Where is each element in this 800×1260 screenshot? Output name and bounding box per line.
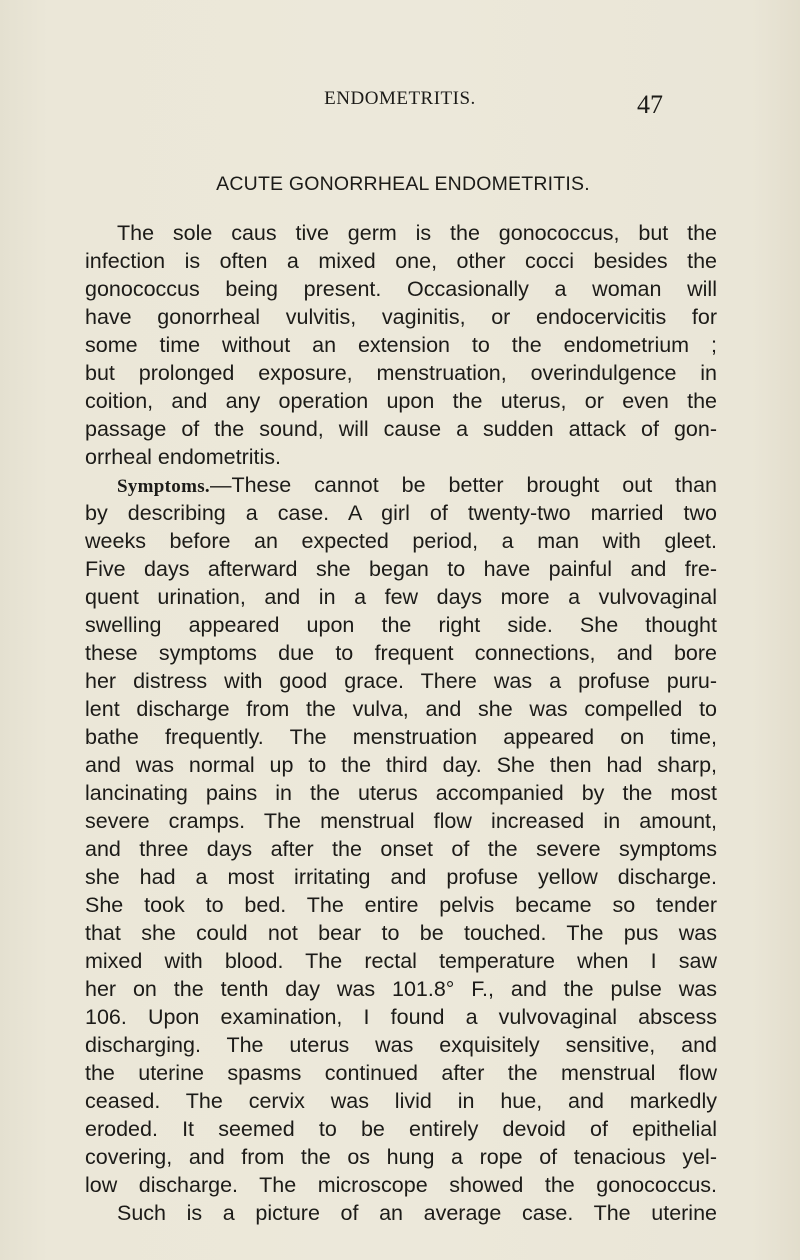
text-line: discharging. The uterus was exquisitely sensitive, and: [85, 1033, 717, 1057]
text-line: passage of the sound, will cause a sudden attack of gon-: [85, 417, 717, 441]
section-heading: ACUTE GONORRHEAL ENDOMETRITIS.: [216, 173, 590, 195]
text-line: some time without an extension to the endometrium ;: [85, 333, 717, 357]
text-line: severe cramps. The menstrual flow increased in amount,: [85, 809, 717, 833]
text-line: Five days afterward she began to have painful and fre-: [85, 557, 717, 581]
text-line: ceased. The cervix was livid in hue, and markedly: [85, 1089, 717, 1113]
text-line: orrheal endometritis.: [85, 445, 281, 469]
text-line: that she could not bear to be touched. The pus was: [85, 921, 717, 945]
text-line: 106. Upon examination, I found a vulvovaginal abscess: [85, 1005, 717, 1029]
text-line: and was normal up to the third day. She then had sharp,: [85, 753, 717, 777]
text-line: and three days after the onset of the severe symptoms: [85, 837, 717, 861]
text-line: low discharge. The microscope showed the gonococcus.: [85, 1173, 717, 1197]
text-line: lent discharge from the vulva, and she was compelled to: [85, 697, 717, 721]
text-line: eroded. It seemed to be entirely devoid of epithelial: [85, 1117, 717, 1141]
text-line-rest: —These cannot be better brought out than: [209, 473, 717, 497]
text-line: covering, and from the os hung a rope of tenacious yel-: [85, 1145, 717, 1169]
text-line: Such is a picture of an average case. The uterine: [117, 1201, 717, 1225]
text-line-with-side-heading: [117, 471, 717, 499]
text-line: her on the tenth day was 101.8° F., and the pulse was: [85, 977, 717, 1001]
text-line: bathe frequently. The menstruation appeared on time,: [85, 725, 717, 749]
running-title: ENDOMETRITIS.: [324, 88, 476, 109]
text-line: she had a most irritating and profuse yellow discharge.: [85, 865, 717, 889]
page-number: 47: [637, 90, 663, 119]
side-heading-symptoms: Symptoms.: [117, 476, 210, 497]
text-line: the uterine spasms continued after the menstrual flow: [85, 1061, 717, 1085]
text-line: She took to bed. The entire pelvis became so tender: [85, 893, 717, 917]
text-line: lancinating pains in the uterus accompanied by the most: [85, 781, 717, 805]
text-line: have gonorrheal vulvitis, vaginitis, or endocervicitis for: [85, 305, 717, 329]
text-line: quent urination, and in a few days more a vulvovaginal: [85, 585, 717, 609]
text-line: infection is often a mixed one, other cocci besides the: [85, 249, 717, 273]
text-line: The sole caus tive germ is the gonococcus, but the: [117, 221, 717, 245]
text-line: weeks before an expected period, a man with gleet.: [85, 529, 717, 553]
text-line: gonococcus being present. Occasionally a woman will: [85, 277, 717, 301]
text-line: coition, and any operation upon the uterus, or even the: [85, 389, 717, 413]
text-line: but prolonged exposure, menstruation, overindulgence in: [85, 361, 717, 385]
text-line: her distress with good grace. There was a profuse puru-: [85, 669, 717, 693]
text-line: mixed with blood. The rectal temperature when I saw: [85, 949, 717, 973]
text-line: swelling appeared upon the right side. She thought: [85, 613, 717, 637]
text-line: these symptoms due to frequent connections, and bore: [85, 641, 717, 665]
text-line: by describing a case. A girl of twenty-two married two: [85, 501, 717, 525]
